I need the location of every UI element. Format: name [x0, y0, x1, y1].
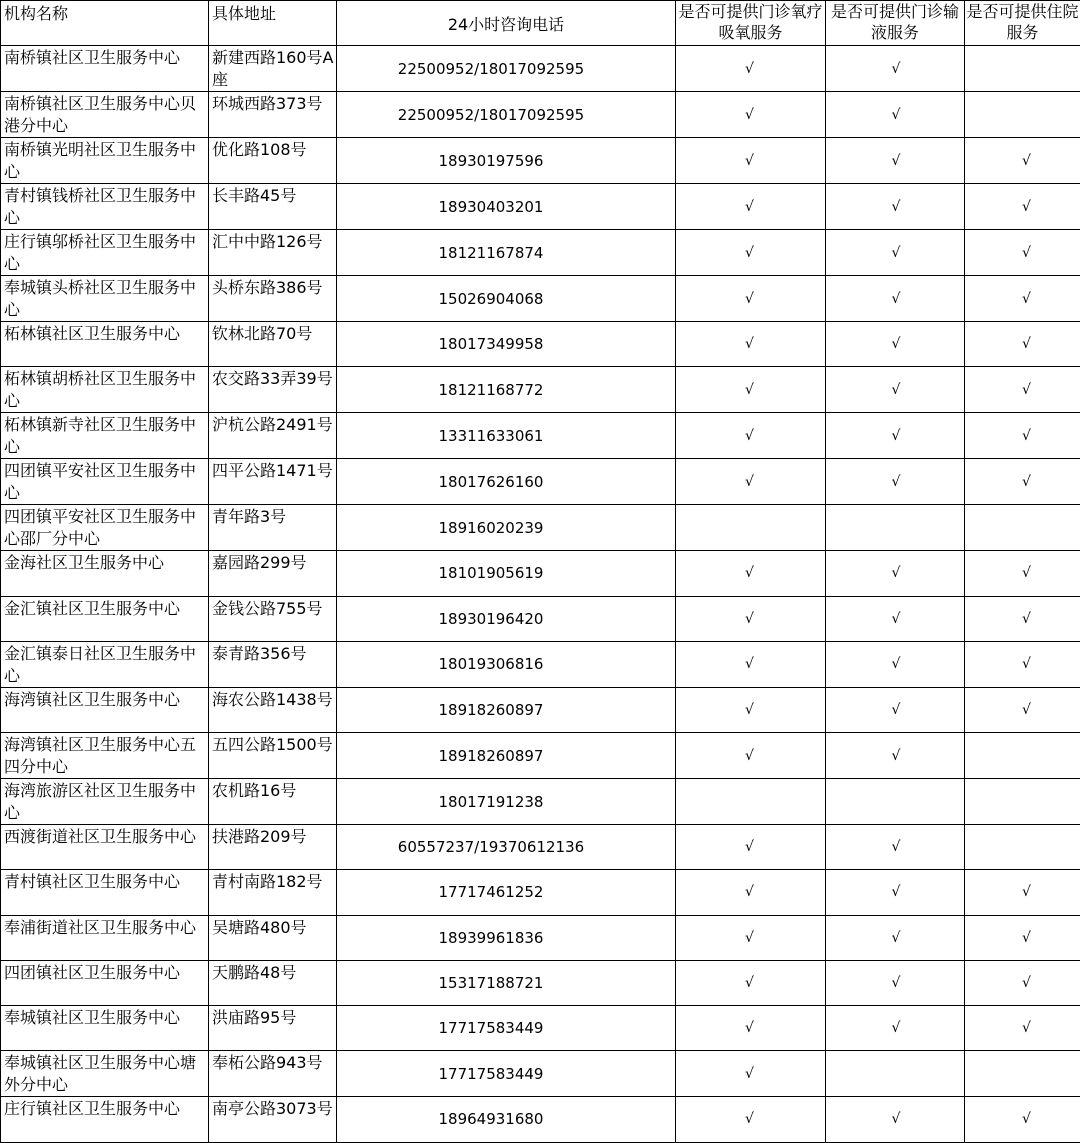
cell-infusion — [826, 505, 965, 551]
cell-inpatient — [965, 733, 1080, 779]
cell-address: 海农公路1438号 — [209, 687, 337, 732]
cell-phone: 18939961836 — [337, 915, 676, 960]
cell-name: 四团镇平安社区卫生服务中心 — [1, 459, 209, 505]
header-name: 机构名称 — [1, 1, 209, 46]
cell-phone: 22500952/18017092595 — [337, 92, 676, 138]
cell-phone: 13311633061 — [337, 413, 676, 459]
cell-name: 庄行镇社区卫生服务中心 — [1, 1097, 209, 1142]
cell-address: 环城西路373号 — [209, 92, 337, 138]
cell-infusion: √ — [826, 596, 965, 641]
cell-infusion: √ — [826, 870, 965, 915]
cell-phone: 18101905619 — [337, 551, 676, 596]
table-row — [1, 551, 1080, 596]
cell-inpatient — [965, 825, 1080, 870]
cell-infusion: √ — [826, 960, 965, 1005]
cell-inpatient: √ — [965, 641, 1080, 687]
cell-name: 柘林镇胡桥社区卫生服务中心 — [1, 367, 209, 413]
cell-oxygen: √ — [676, 1006, 826, 1051]
cell-oxygen: √ — [676, 870, 826, 915]
cell-name: 海湾镇社区卫生服务中心五四分中心 — [1, 733, 209, 779]
table-row — [1, 1006, 1080, 1051]
table-row — [1, 46, 1080, 92]
cell-inpatient: √ — [965, 184, 1080, 230]
cell-inpatient: √ — [965, 322, 1080, 367]
cell-oxygen: √ — [676, 915, 826, 960]
cell-oxygen: √ — [676, 92, 826, 138]
cell-name: 四团镇社区卫生服务中心 — [1, 960, 209, 1005]
cell-name: 西渡街道社区卫生服务中心 — [1, 825, 209, 870]
table-row — [1, 915, 1080, 960]
cell-infusion: √ — [826, 687, 965, 732]
cell-name: 金汇镇社区卫生服务中心 — [1, 596, 209, 641]
cell-address: 长丰路45号 — [209, 184, 337, 230]
cell-infusion: √ — [826, 184, 965, 230]
cell-oxygen: √ — [676, 413, 826, 459]
cell-name: 柘林镇新寺社区卫生服务中心 — [1, 413, 209, 459]
cell-oxygen: √ — [676, 230, 826, 276]
cell-address: 沪杭公路2491号 — [209, 413, 337, 459]
cell-infusion: √ — [826, 459, 965, 505]
table-body — [1, 46, 1080, 1143]
cell-inpatient: √ — [965, 915, 1080, 960]
cell-name: 奉城镇社区卫生服务中心塘外分中心 — [1, 1051, 209, 1097]
cell-name: 四团镇平安社区卫生服务中心邵厂分中心 — [1, 505, 209, 551]
header-oxygen: 是否可提供门诊氧疗吸氧服务 — [676, 1, 826, 46]
cell-infusion: √ — [826, 367, 965, 413]
cell-oxygen: √ — [676, 46, 826, 92]
cell-inpatient — [965, 46, 1080, 92]
cell-oxygen: √ — [676, 276, 826, 322]
cell-inpatient: √ — [965, 687, 1080, 732]
cell-infusion: √ — [826, 230, 965, 276]
cell-phone: 15026904068 — [337, 276, 676, 322]
cell-oxygen: √ — [676, 1097, 826, 1142]
cell-address: 洪庙路95号 — [209, 1006, 337, 1051]
cell-address: 天鹏路48号 — [209, 960, 337, 1005]
cell-phone: 15317188721 — [337, 960, 676, 1005]
header-row — [1, 1, 1080, 46]
table-row — [1, 184, 1080, 230]
cell-address: 四平公路1471号 — [209, 459, 337, 505]
cell-inpatient — [965, 505, 1080, 551]
cell-infusion — [826, 779, 965, 825]
cell-inpatient: √ — [965, 367, 1080, 413]
cell-address: 五四公路1500号 — [209, 733, 337, 779]
table-row — [1, 596, 1080, 641]
cell-address: 嘉园路299号 — [209, 551, 337, 596]
cell-oxygen: √ — [676, 733, 826, 779]
cell-name: 青村镇社区卫生服务中心 — [1, 870, 209, 915]
cell-address: 汇中中路126号 — [209, 230, 337, 276]
cell-address: 金钱公路755号 — [209, 596, 337, 641]
cell-oxygen: √ — [676, 960, 826, 1005]
cell-infusion: √ — [826, 92, 965, 138]
cell-oxygen: √ — [676, 184, 826, 230]
cell-phone: 17717583449 — [337, 1051, 676, 1097]
cell-address: 优化路108号 — [209, 138, 337, 184]
cell-name: 南桥镇社区卫生服务中心 — [1, 46, 209, 92]
cell-oxygen: √ — [676, 1051, 826, 1097]
table-row — [1, 1051, 1080, 1097]
cell-inpatient: √ — [965, 1006, 1080, 1051]
cell-phone: 18017349958 — [337, 322, 676, 367]
table-row — [1, 230, 1080, 276]
cell-name: 南桥镇社区卫生服务中心贝港分中心 — [1, 92, 209, 138]
cell-inpatient: √ — [965, 1097, 1080, 1142]
cell-address: 奉柘公路943号 — [209, 1051, 337, 1097]
table-row — [1, 870, 1080, 915]
cell-inpatient: √ — [965, 960, 1080, 1005]
cell-oxygen: √ — [676, 687, 826, 732]
cell-name: 奉城镇头桥社区卫生服务中心 — [1, 276, 209, 322]
cell-inpatient: √ — [965, 413, 1080, 459]
cell-inpatient: √ — [965, 138, 1080, 184]
cell-infusion: √ — [826, 413, 965, 459]
cell-infusion: √ — [826, 551, 965, 596]
cell-inpatient: √ — [965, 870, 1080, 915]
cell-phone: 18964931680 — [337, 1097, 676, 1142]
cell-name: 海湾旅游区社区卫生服务中心 — [1, 779, 209, 825]
cell-inpatient: √ — [965, 551, 1080, 596]
table-row — [1, 367, 1080, 413]
table-row — [1, 505, 1080, 551]
cell-phone: 18019306816 — [337, 641, 676, 687]
cell-phone: 17717461252 — [337, 870, 676, 915]
table-row — [1, 322, 1080, 367]
cell-phone: 17717583449 — [337, 1006, 676, 1051]
table-row — [1, 92, 1080, 138]
cell-phone: 18916020239 — [337, 505, 676, 551]
cell-name: 奉城镇社区卫生服务中心 — [1, 1006, 209, 1051]
cell-name: 南桥镇光明社区卫生服务中心 — [1, 138, 209, 184]
cell-phone: 18918260897 — [337, 687, 676, 732]
cell-oxygen: √ — [676, 825, 826, 870]
cell-oxygen: √ — [676, 459, 826, 505]
cell-address: 钦林北路70号 — [209, 322, 337, 367]
cell-phone: 18930403201 — [337, 184, 676, 230]
table-row — [1, 276, 1080, 322]
cell-address: 吴塘路480号 — [209, 915, 337, 960]
table-row — [1, 459, 1080, 505]
table-row — [1, 733, 1080, 779]
cell-infusion: √ — [826, 825, 965, 870]
cell-phone: 18017626160 — [337, 459, 676, 505]
cell-oxygen: √ — [676, 551, 826, 596]
cell-inpatient: √ — [965, 230, 1080, 276]
cell-phone: 18930197596 — [337, 138, 676, 184]
table-row — [1, 825, 1080, 870]
cell-infusion: √ — [826, 46, 965, 92]
table-row — [1, 960, 1080, 1005]
cell-infusion: √ — [826, 733, 965, 779]
cell-address: 青村南路182号 — [209, 870, 337, 915]
cell-infusion: √ — [826, 1097, 965, 1142]
cell-address: 新建西路160号A座 — [209, 46, 337, 92]
table-row — [1, 779, 1080, 825]
table-row — [1, 1097, 1080, 1142]
table-row — [1, 641, 1080, 687]
table-row — [1, 413, 1080, 459]
cell-inpatient: √ — [965, 596, 1080, 641]
cell-inpatient: √ — [965, 459, 1080, 505]
cell-phone: 18930196420 — [337, 596, 676, 641]
cell-address: 头桥东路386号 — [209, 276, 337, 322]
cell-inpatient — [965, 779, 1080, 825]
cell-infusion: √ — [826, 641, 965, 687]
header-inpatient: 是否可提供住院服务 — [965, 1, 1080, 46]
cell-name: 青村镇钱桥社区卫生服务中心 — [1, 184, 209, 230]
cell-name: 庄行镇邬桥社区卫生服务中心 — [1, 230, 209, 276]
cell-infusion: √ — [826, 276, 965, 322]
table-row — [1, 687, 1080, 732]
cell-phone: 60557237/19370612136 — [337, 825, 676, 870]
cell-infusion — [826, 1051, 965, 1097]
cell-name: 柘林镇社区卫生服务中心 — [1, 322, 209, 367]
cell-phone: 18121167874 — [337, 230, 676, 276]
cell-infusion: √ — [826, 138, 965, 184]
cell-oxygen — [676, 779, 826, 825]
cell-address: 泰青路356号 — [209, 641, 337, 687]
cell-name: 金海社区卫生服务中心 — [1, 551, 209, 596]
table-row — [1, 138, 1080, 184]
cell-address: 南亭公路3073号 — [209, 1097, 337, 1142]
cell-infusion: √ — [826, 322, 965, 367]
cell-name: 海湾镇社区卫生服务中心 — [1, 687, 209, 732]
cell-inpatient: √ — [965, 276, 1080, 322]
cell-oxygen — [676, 505, 826, 551]
cell-name: 奉浦街道社区卫生服务中心 — [1, 915, 209, 960]
cell-oxygen: √ — [676, 641, 826, 687]
cell-address: 农交路33弄39号 — [209, 367, 337, 413]
cell-infusion: √ — [826, 1006, 965, 1051]
cell-phone: 18121168772 — [337, 367, 676, 413]
header-address: 具体地址 — [209, 1, 337, 46]
cell-address: 农机路16号 — [209, 779, 337, 825]
cell-phone: 18918260897 — [337, 733, 676, 779]
cell-phone: 18017191238 — [337, 779, 676, 825]
cell-name: 金汇镇泰日社区卫生服务中心 — [1, 641, 209, 687]
cell-oxygen: √ — [676, 138, 826, 184]
cell-infusion: √ — [826, 915, 965, 960]
cell-inpatient — [965, 92, 1080, 138]
cell-address: 扶港路209号 — [209, 825, 337, 870]
cell-inpatient — [965, 1051, 1080, 1097]
header-phone: 24小时咨询电话 — [337, 1, 676, 46]
cell-address: 青年路3号 — [209, 505, 337, 551]
cell-oxygen: √ — [676, 596, 826, 641]
cell-phone: 22500952/18017092595 — [337, 46, 676, 92]
cell-oxygen: √ — [676, 322, 826, 367]
cell-oxygen: √ — [676, 367, 826, 413]
header-infusion: 是否可提供门诊输液服务 — [826, 1, 965, 46]
